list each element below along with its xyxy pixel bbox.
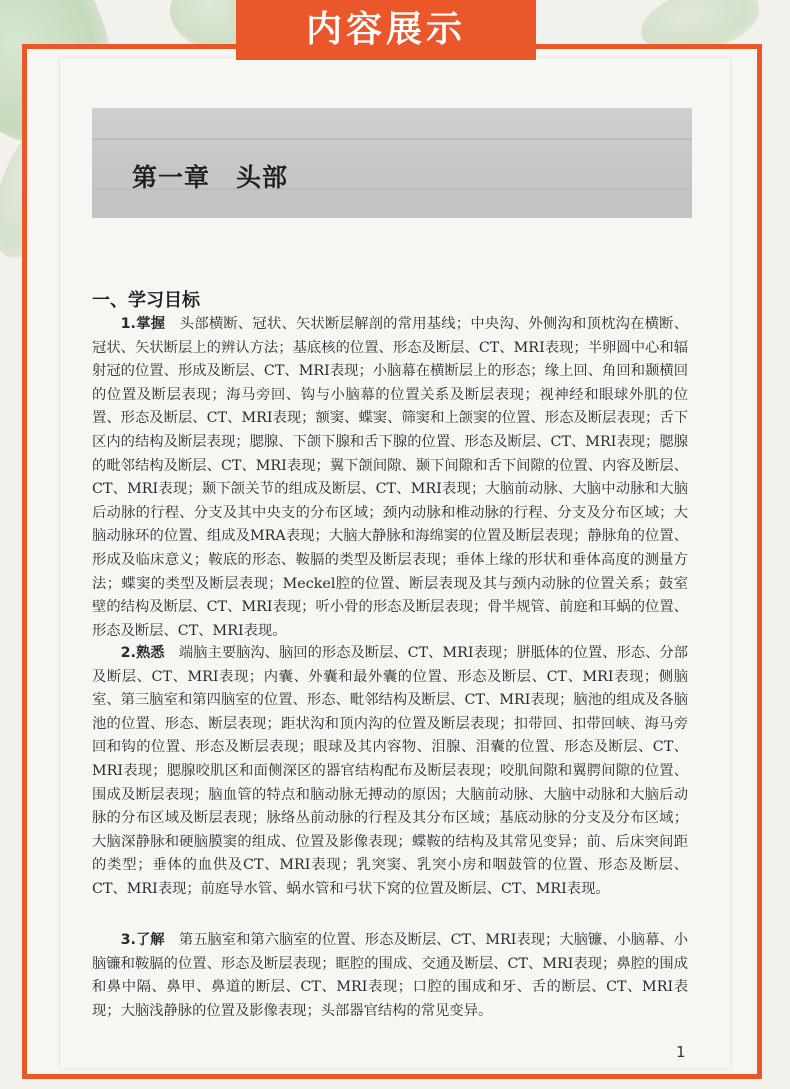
chapter-title: 第一章 头部 [132, 163, 289, 192]
objective-label: 3.了解 [120, 932, 165, 948]
objective-understand [92, 929, 688, 1023]
objective-master [92, 313, 688, 643]
objective-text: 端脑主要脑沟、脑回的形态及断层、CT、MRI表现；胼胝体的位置、形态、分部及断层、CT、MRI表现；内囊、外囊和最外囊的位置、形态及断层、CT、MRI表现；侧脑室、第三脑室和第四脑室的位置、形态、毗邻结构及断层、CT、MRI表现；脑池的组成及各脑池的位置、形态、断层表现；距状沟和顶内沟的位置及断层表现；扣带回、扣带回峡、海马旁回和钩的位置、形态及断层表现；眼球及其内容物、泪腺、泪囊的位置、形态及断层、CT、MRI表现；腮腺咬肌区和面侧深区的器官结构配布及断层表现；咬肌间隙和翼腭间隙的位置、围成及断层表现；脑血管的特点和脑动脉无搏动的原因；大脑前动脉、大脑中动脉和大脑后动脉的分布区域及断层表现；脉络丛前动脉的行程及其分布区域；基底动脉的分支及分布区域；大脑深静脉和硬脑膜窦的组成、位置及影像表现；蝶鞍的结构及其常见变异；前、后床突间距的类型；垂体的血供及CT、MRI表现；乳突窦、乳突小房和咽鼓管的位置、形态及断层、CT、MRI表现；前庭导水管、蜗水管和弓状下窝的位置及断层、CT、MRI表现。 [92, 645, 688, 897]
page-number: 1 [676, 1043, 686, 1061]
objective-text: 头部横断、冠状、矢状断层解剖的常用基线；中央沟、外侧沟和顶枕沟在横断、冠状、矢状断层上的辨认方法；基底核的位置、形态及断层、CT、MRI表现；半卵圆中心和辐射冠的位置、形成及断层、CT、MRI表现；小脑幕在横断层上的形态；缘上回、角回和颞横回的位置及断层表现；海马旁回、钩与小脑幕的位置关系及断层表现；视神经和眼球外肌的位置、形态及断层、CT、MRI表现；额窦、蝶窦、筛窦和上颌窦的位置、形态及断层表现；舌下区内的结构及断层表现；腮腺、下颌下腺和舌下腺的位置、形态及断层、CT、MRI表现；腮腺的毗邻结构及断层、CT、MRI表现；翼下颌间隙、颞下间隙和舌下间隙的位置、内容及断层、CT、MRI表现；颞下颌关节的组成及断层、CT、MRI表现；大脑前动脉、大脑中动脉和大脑后动脉的行程、分支及其中央支的分布区域；颈内动脉和椎动脉的行程、分支及分布区域；大脑动脉环的位置、组成及MRA表现；大脑大静脉和海绵窦的位置及断层表现；静脉角的位置、形成及临床意义；鞍底的形态、鞍膈的类型及断层表现；垂体上缘的形状和垂体高度的测量方法；蝶窦的类型及断层表现；Meckel腔的位置、断层表现及其与颈内动脉的位置关系；鼓室壁的结构及断层、CT、MRI表现；听小骨的形态及断层表现；骨半规管、前庭和耳蜗的位置、形态及断层、CT、MRI表现。 [92, 316, 688, 639]
objective-familiar [92, 642, 688, 902]
section-title: 一、学习目标 [92, 290, 200, 311]
objective-label: 2.熟悉 [120, 645, 165, 661]
banner-title: 内容展示 [236, 0, 536, 60]
objective-text: 第五脑室和第六脑室的位置、形态及断层、CT、MRI表现；大脑镰、小脑幕、小脑镰和鞍膈的位置、形态及断层表现；眶腔的围成、交通及断层、CT、MRI表现；鼻腔的围成和鼻中隔、鼻甲、鼻道的断层、CT、MRI表现；口腔的围成和牙、舌的断层、CT、MRI表现；大脑浅静脉的位置及影像表现；头部器官结构的常见变异。 [92, 932, 688, 1019]
objective-label: 1.掌握 [120, 316, 166, 332]
